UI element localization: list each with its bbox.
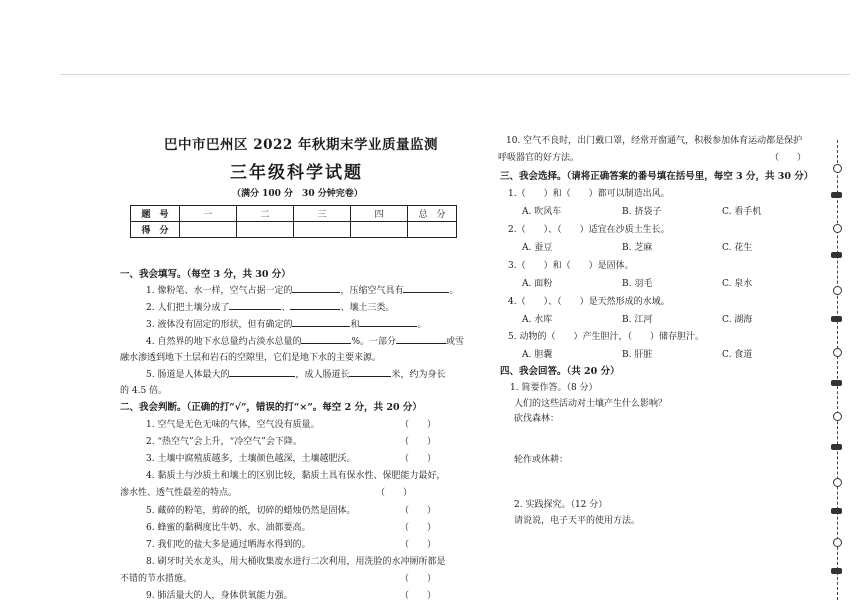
part1-q5 (146, 367, 445, 380)
judge-item-6: 6. 蜂蜜的黏稠度比牛奶、水、油都要高。 (146, 523, 311, 533)
answer-blank[interactable] (396, 334, 446, 344)
choice-option[interactable]: C. 看手机 (722, 207, 762, 217)
judge-item-8: 8. 刷牙时关水龙头，用大桶收集废水进行二次利用，用洗脸的水冲厕所都是 (146, 557, 446, 567)
choice-q2: 2.（ ）、（ ）适宜在沙质土生长。 (508, 225, 670, 235)
answer-q1-text: 人们的这些活动对土壤产生什么影响？ (514, 399, 668, 409)
question-text: 、壤土三类。 (340, 303, 395, 313)
judge-item-3: 3. 土壤中腐殖质越多，土壤颜色越深，土壤越肥沃。 (146, 454, 356, 464)
binding-hole (833, 224, 842, 233)
answer-paren[interactable]: （ ） (400, 540, 437, 550)
choice-option[interactable]: A. 蚕豆 (522, 243, 553, 253)
answer-paren[interactable]: （ ） (400, 437, 437, 447)
question-text: 1. 像粉笔、水一样，空气占据一定的 (146, 286, 293, 296)
score-table-cell: 总 分 (408, 206, 457, 222)
binding-hole (833, 348, 842, 357)
choice-option[interactable]: C. 食道 (722, 350, 753, 360)
answer-area-a[interactable] (514, 424, 814, 450)
score-table-cell: 二 (237, 206, 294, 222)
answer-blank[interactable] (359, 317, 417, 327)
score-input-cell[interactable] (180, 222, 237, 238)
choice-option[interactable]: B. 江河 (622, 315, 653, 325)
score-table-cell: 三 (294, 206, 351, 222)
binding-mark (831, 508, 842, 514)
score-input-cell[interactable] (351, 222, 408, 238)
part1-heading: 一、我会填写。（每空 3 分，共 30 分） (120, 269, 291, 280)
choice-option[interactable]: B. 羽毛 (622, 279, 653, 289)
binding-hole (833, 412, 842, 421)
binding-margin (828, 140, 848, 600)
part1-q2 (146, 300, 394, 313)
binding-mark (831, 192, 842, 198)
judge-item-10: 10. 空气不良时，出门戴口罩，经常开窗通气，积极参加体育运动都是保护 (506, 136, 803, 146)
score-table-cell: 一 (180, 206, 237, 222)
answer-blank[interactable] (403, 283, 449, 293)
answer-blank[interactable] (349, 367, 391, 377)
question-text: 4. 自然界的地下水总量约占淡水总量的 (146, 337, 302, 347)
question-text: 米，约为身长 (391, 370, 446, 380)
judge-item-2: 2. “热空气”会上升，“冷空气”会下降。 (146, 437, 302, 447)
question-text: 。 (417, 320, 427, 330)
choice-option[interactable]: A. 吹风车 (522, 207, 562, 217)
question-text: ，压缩空气具有 (340, 286, 404, 296)
question-text: 3. 液体没有固定的形状，但有确定的 (146, 320, 293, 330)
score-table-header-row (131, 206, 457, 222)
choice-option[interactable]: A. 水库 (522, 315, 553, 325)
judge-item-1: 1. 空气是无色无味的气体，空气没有质量。 (146, 420, 320, 430)
question-text: 5. 肠道是人体最大的 (146, 370, 230, 380)
part1-q3 (146, 317, 426, 330)
answer-q2-title: 2. 实践探究。（12 分） (514, 500, 608, 510)
choice-q1: 1.（ ）和（ ）都可以制造出风。 (508, 189, 670, 199)
judge-item-5: 5. 藏碎的粉笔，剪碎的纸，切碎的蜡烛仍然是固体。 (146, 506, 356, 516)
answer-blank[interactable] (292, 283, 340, 293)
binding-mark (831, 252, 842, 258)
binding-hole (833, 538, 842, 547)
choice-option[interactable]: A. 面粉 (522, 279, 553, 289)
exam-title: 巴中市巴州区 2022 年秋期末学业质量监测 (164, 137, 438, 153)
score-table-cell: 四 (351, 206, 408, 222)
binding-mark (831, 444, 842, 450)
score-table (130, 205, 457, 238)
judge-item-10-cont: 呼吸器官的好方法。 (498, 153, 580, 163)
judge-item-8-cont: 不错的节水措施。 (120, 574, 193, 584)
part1-q4 (146, 334, 464, 347)
score-input-cell[interactable] (294, 222, 351, 238)
answer-paren[interactable]: （ ） (400, 506, 437, 516)
answer-q1-b: 轮作或休耕： (514, 455, 569, 465)
question-text: ，成人肠道长 (295, 370, 350, 380)
judge-item-4: 4. 黏质土与沙质土和壤土的区别比较，黏质土具有保水性、保肥能力最好， (146, 471, 446, 481)
answer-paren[interactable]: （ ） (400, 454, 437, 464)
choice-option[interactable]: A. 胆囊 (522, 350, 553, 360)
part1-q1 (146, 283, 458, 296)
binding-mark (831, 380, 842, 386)
part1-q4-cont: 融水渗透到地下土层和岩石的空隙里，它们是地下水的主要来源。 (120, 353, 382, 363)
scan-top-edge (60, 74, 850, 75)
answer-blank[interactable] (229, 367, 295, 377)
score-table-cell: 得 分 (131, 222, 180, 238)
choice-option[interactable]: C. 花生 (722, 243, 753, 253)
answer-q2-text: 请说说，电子天平的使用方法。 (514, 516, 641, 526)
answer-blank[interactable] (290, 300, 340, 310)
part3-heading: 三、我会选择。（请将正确答案的番号填在括号里，每空 3 分，共 30 分） (500, 171, 814, 182)
answer-paren[interactable]: （ ） (400, 523, 437, 533)
score-input-cell[interactable] (408, 222, 457, 238)
answer-q1-title: 1. 简要作答。（8 分） (510, 383, 598, 393)
choice-option[interactable]: B. 芝麻 (622, 243, 653, 253)
binding-dash-line (837, 140, 838, 600)
part1-q5-cont: 的 4.5 倍。 (120, 386, 168, 396)
choice-q3: 3.（ ）和（ ）是固体。 (508, 261, 634, 271)
exam-subject: 三年级科学试题 (230, 163, 363, 183)
binding-mark (831, 316, 842, 322)
choice-option[interactable]: B. 挤袋子 (622, 207, 662, 217)
answer-blank[interactable] (301, 334, 351, 344)
answer-area-b[interactable] (514, 465, 814, 493)
answer-q1-a: 砍伐森林： (514, 414, 560, 424)
answer-blank[interactable] (292, 317, 350, 327)
binding-hole (833, 164, 842, 173)
question-text: %。一部分 (351, 337, 397, 347)
choice-option[interactable]: B. 肝脏 (622, 350, 653, 360)
answer-paren[interactable]: （ ） (400, 591, 437, 601)
choice-option[interactable]: C. 湖海 (722, 315, 753, 325)
score-table-cell: 题 号 (131, 206, 180, 222)
choice-q4: 4.（ ）、（ ）是天然形成的水域。 (508, 297, 670, 307)
judge-item-9: 9. 肺活量大的人，身体供氧能力强。 (146, 591, 293, 601)
judge-item-7: 7. 我们吃的盐大多是通过晒海水得到的。 (146, 540, 311, 550)
judge-item-4-cont: 渗水性、透气性最差的特点。 (120, 488, 238, 498)
binding-hole (833, 478, 842, 487)
binding-hole (833, 286, 842, 295)
part2-heading: 二、我会判断。（正确的打“√”，错误的打“×”。每空 2 分，共 20 分） (120, 402, 422, 413)
choice-q5: 5. 动物的（ ）产生胆汁，（ ）储存胆汁。 (508, 332, 704, 342)
question-text: 、 (281, 303, 291, 313)
question-text: 或雪 (446, 337, 465, 347)
part4-heading: 四、我会回答。（共 20 分） (500, 366, 620, 377)
score-table-score-row (131, 222, 457, 238)
exam-meta: （满分 100 分 30 分钟完卷） (232, 189, 363, 199)
choice-option[interactable]: C. 泉水 (722, 279, 753, 289)
answer-paren[interactable]: （ ） (400, 420, 437, 430)
answer-area-c[interactable] (514, 528, 814, 598)
score-input-cell[interactable] (237, 222, 294, 238)
answer-paren[interactable]: （ ） (400, 574, 437, 584)
question-text: 2. 人们把土壤分成了 (146, 303, 230, 313)
question-text: 和 (350, 320, 360, 330)
question-text: 。 (449, 286, 459, 296)
answer-blank[interactable] (229, 300, 281, 310)
binding-mark (831, 568, 842, 574)
answer-paren[interactable]: （ ） (376, 488, 413, 498)
answer-paren[interactable]: （ ） (770, 153, 807, 163)
